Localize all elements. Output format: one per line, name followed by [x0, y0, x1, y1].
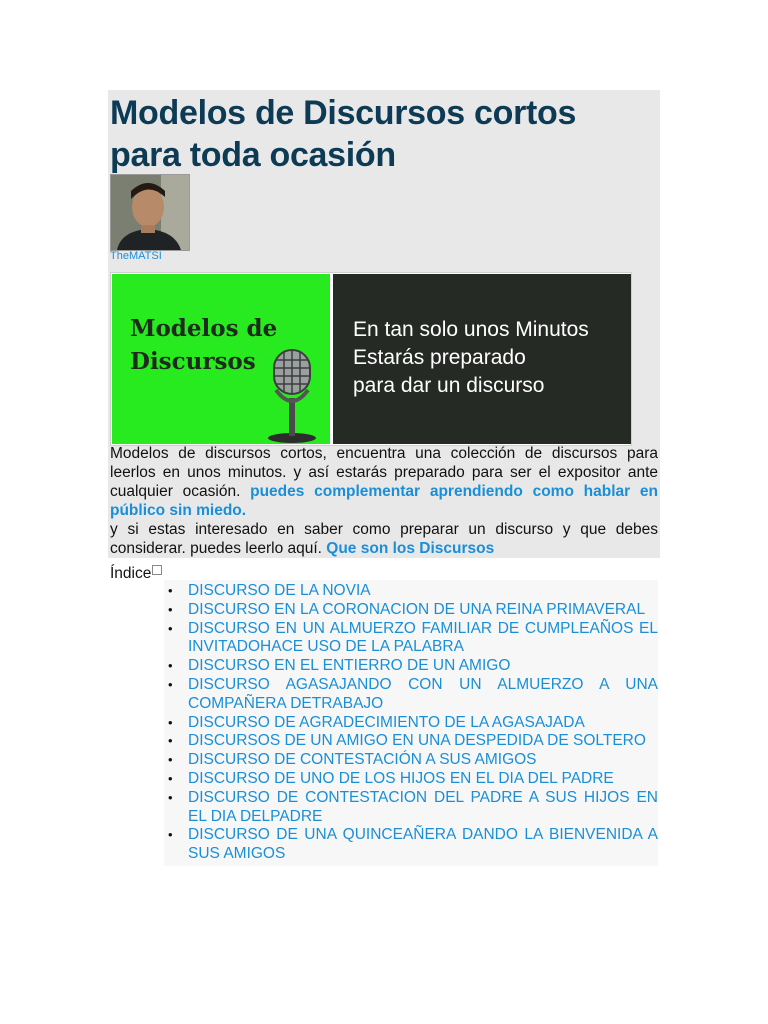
what-are-speeches-link[interactable]: Que son los Discursos	[326, 540, 495, 557]
table-of-contents	[164, 580, 658, 866]
author-name-link[interactable]: TheMATSI	[110, 250, 162, 262]
toc-item[interactable]: • DISCURSO EN LA CORONACION DE UNA REINA PRIMAVERAL	[188, 601, 658, 620]
toc-heading	[110, 565, 162, 583]
toc-item[interactable]: • DISCURSO EN UN ALMUERZO FAMILIAR DE CUMPLEAÑOS EL INVITADOHACE USO DE LA PALABRA	[188, 620, 658, 658]
banner-tagline	[353, 316, 589, 400]
banner-image	[110, 272, 632, 446]
intro-text: y si estas interesado en saber como preparar un discurso y que debes considerar. puedes leerlo aquí.	[110, 521, 658, 557]
toc-list	[164, 582, 658, 864]
toc-item[interactable]: • DISCURSO DE LA NOVIA	[188, 582, 658, 601]
toc-item[interactable]: • DISCURSO AGASAJANDO CON UN ALMUERZO A UNA COMPAÑERA DETRABAJO	[188, 676, 658, 714]
banner-left-panel	[112, 274, 330, 444]
toc-item[interactable]: • DISCURSO DE CONTESTACION DEL PADRE A SUS HIJOS EN EL DIA DELPADRE	[188, 789, 658, 827]
toc-item[interactable]: • DISCURSO DE CONTESTACIÓN A SUS AMIGOS	[188, 751, 658, 770]
author-avatar[interactable]	[110, 174, 190, 251]
banner-left-text: Modelos de Discursos	[130, 315, 278, 375]
public-speaking-link[interactable]: puedes complementar aprendiendo como hablar en público sin miedo.	[110, 483, 658, 519]
toc-item[interactable]: • DISCURSO EN EL ENTIERRO DE UN AMIGO	[188, 657, 658, 676]
intro-text: Modelos de discursos cortos, encuentra una colección de discursos para leerlos en unos minutos. y así estarás preparado para ser el expositor ante cualquier ocasión.	[110, 445, 658, 500]
toc-item[interactable]: • DISCURSO DE UNO DE LOS HIJOS EN EL DIA DEL PADRE	[188, 770, 658, 789]
banner-tagline-line: Estarás preparado	[353, 346, 526, 369]
toc-toggle-icon[interactable]	[152, 565, 162, 575]
toc-item[interactable]: • DISCURSO DE UNA QUINCEAÑERA DANDO LA BIENVENIDA A SUS AMIGOS	[188, 826, 658, 864]
toc-item[interactable]: • DISCURSO DE AGRADECIMIENTO DE LA AGASAJADA	[188, 714, 658, 733]
header-block	[108, 90, 660, 558]
intro-paragraph	[110, 444, 658, 558]
microphone-icon	[262, 346, 322, 444]
banner-tagline-line: para dar un discurso	[353, 374, 545, 397]
toc-heading-label: Índice	[110, 565, 152, 582]
banner-right-panel	[333, 274, 631, 444]
person-photo-icon	[111, 175, 189, 250]
banner-tagline-line: En tan solo unos Minutos	[353, 318, 589, 341]
page-title: Modelos de Discursos cortos para toda ocasión	[110, 94, 577, 174]
toc-item[interactable]: • DISCURSOS DE UN AMIGO EN UNA DESPEDIDA DE SOLTERO	[188, 732, 658, 751]
